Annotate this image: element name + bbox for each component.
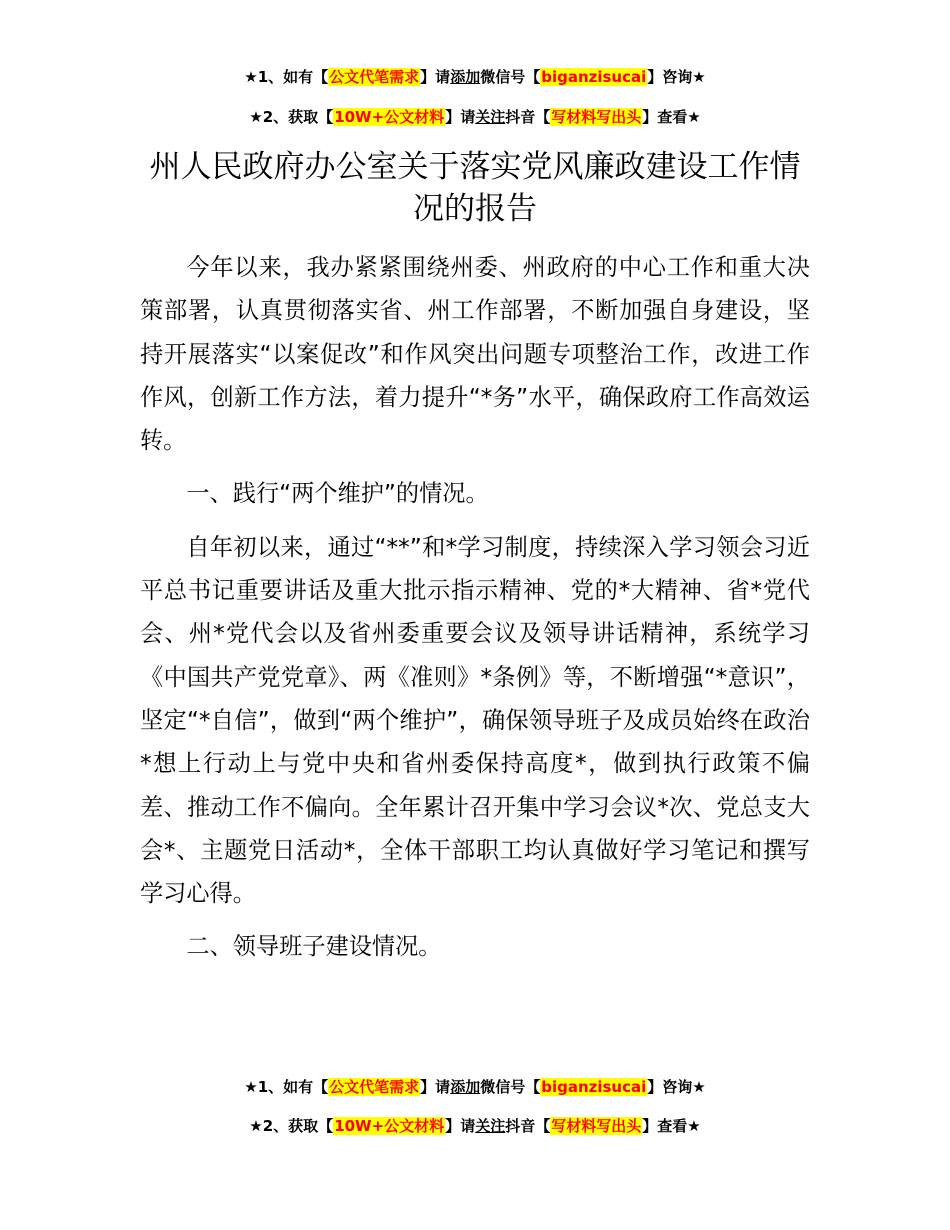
promo-suffix: 】咨询★ — [647, 68, 706, 86]
promo-prefix: ★2、获取【 — [249, 108, 334, 126]
promo-text: 微信号【 — [480, 68, 541, 86]
promo-underlined-action: 关注 — [475, 1117, 506, 1135]
document-title: 州人民政府办公室关于落实党风廉政建设工作情况的报告 — [149, 149, 801, 227]
promo-highlight-materials: 10W+公文材料 — [334, 1117, 445, 1135]
promo-suffix: 】查看★ — [642, 108, 701, 126]
promo-text: 抖音【 — [505, 1117, 551, 1135]
promo-suffix: 】查看★ — [642, 1117, 701, 1135]
document-body — [140, 246, 810, 979]
promo-highlight-materials: 10W+公文材料 — [334, 108, 445, 126]
promo-highlight-wechat-id: biganzisucai — [541, 68, 647, 86]
promo-text: 】请 — [445, 1117, 476, 1135]
promo-highlight-wechat-id: biganzisucai — [541, 1078, 647, 1096]
paragraph-intro: 今年以来，我办紧紧围绕州委、州政府的中心工作和重大决策部署，认真贯彻落实省、州工作部署，不断加强自身建设，坚持开展落实“以案促改”和作风突出问题专项整治工作，改进工作作风，创新工作方法，着力提升“*务”水平，确保政府工作高效运转。 — [140, 254, 810, 455]
promo-highlight-service: 公文代笔需求 — [329, 1078, 420, 1096]
promo-underlined-action: 添加 — [450, 1078, 481, 1096]
promo-suffix: 】咨询★ — [647, 1078, 706, 1096]
promo-prefix: ★1、如有【 — [244, 68, 329, 86]
promo-highlight-douyin-id: 写材料写出头 — [551, 108, 642, 126]
paragraph-section-1: 自年初以来，通过“**”和*学习制度，持续深入学习领会习近平总书记重要讲话及重大批示指示精神、党的*大精神、省*党代会、州*党代会以及省州委重要会议及领导讲话精神，系统学习《中国共产党党章》、两《准则》*条例》等，不断增强“*意识”，坚定“*自信”，做到“两个维护”，确保领导班子及成员始终在政治*想上行动上与党中央和省州委保持高度*，做到执行政策不偏差、推动工作不偏向。全年累计召开集中学习会议*次、党总支大会*、主题党日活动*，全体干部职工均认真做好学习笔记和撰写学习心得。 — [140, 533, 810, 908]
promo-highlight-douyin-id: 写材料写出头 — [551, 1117, 642, 1135]
header-promo-line-2 — [0, 107, 950, 127]
promo-highlight-service: 公文代笔需求 — [329, 68, 420, 86]
promo-text: 】请 — [445, 108, 476, 126]
promo-prefix: ★1、如有【 — [244, 1078, 329, 1096]
promo-text: 】请 — [420, 1078, 451, 1096]
promo-text: 】请 — [420, 68, 451, 86]
promo-text: 微信号【 — [480, 1078, 541, 1096]
promo-prefix: ★2、获取【 — [249, 1117, 334, 1135]
section-heading-2: 二、领导班子建设情况。 — [186, 933, 442, 961]
section-heading-1: 一、践行“两个维护”的情况。 — [186, 480, 489, 508]
promo-underlined-action: 添加 — [450, 68, 481, 86]
footer-promo-line-1 — [0, 1077, 950, 1097]
footer-promo-line-2 — [0, 1116, 950, 1136]
header-promo-line-1 — [0, 67, 950, 87]
promo-underlined-action: 关注 — [475, 108, 506, 126]
promo-text: 抖音【 — [505, 108, 551, 126]
